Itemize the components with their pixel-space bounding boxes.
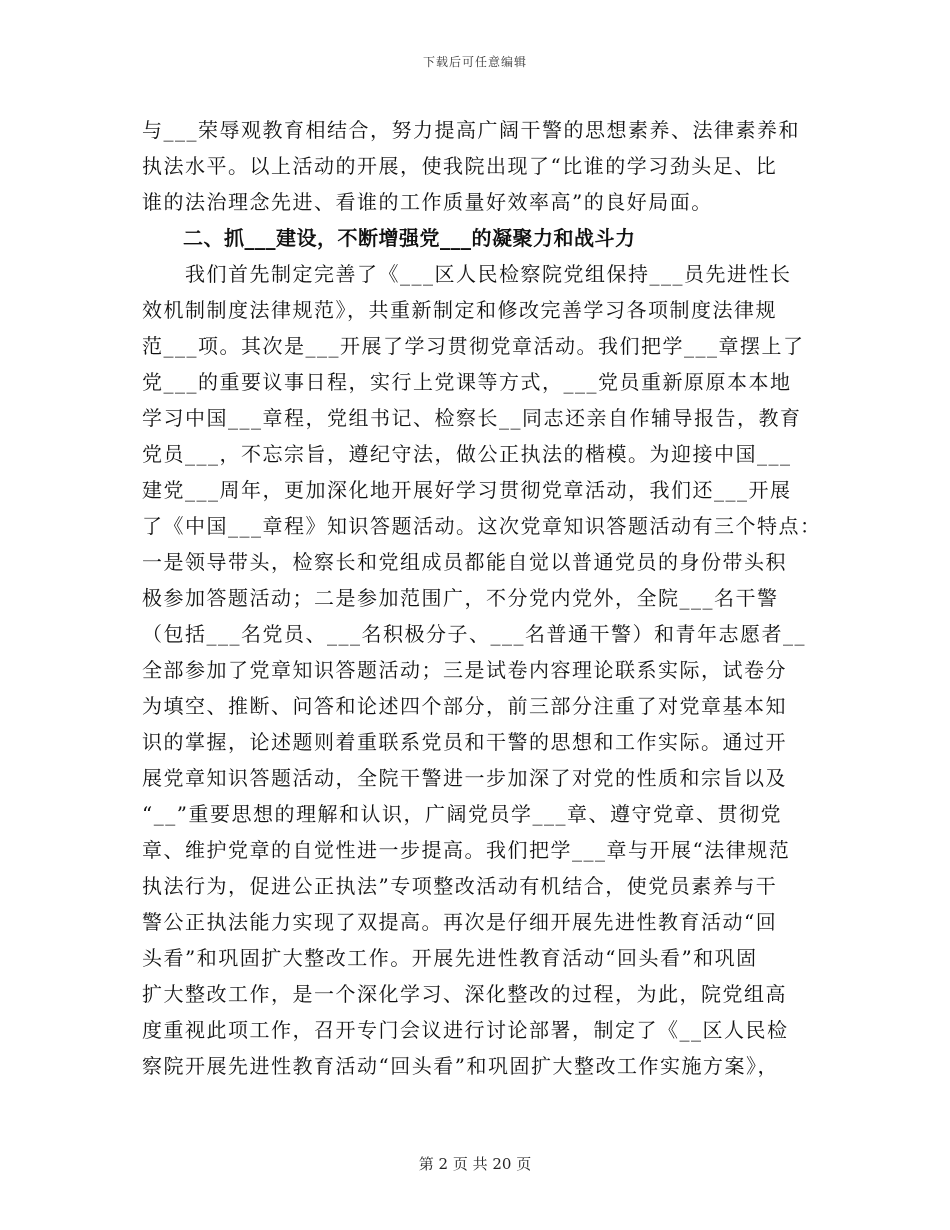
text-line: 执法水平。以上活动的开展，使我院出现了“比谁的学习劲头足、比 — [142, 154, 778, 178]
text-line: 谁的法治理念先进、看谁的工作质量好效率高”的良好局面。 — [142, 190, 713, 214]
text-line: 展党章知识答题活动，全院干警进一步加深了对党的性质和宗旨以及 — [142, 766, 787, 790]
text-line: 党___的重要议事日程，实行上党课等方式，___党员重新原原本本地 — [142, 370, 792, 394]
text-line: 章、维护党章的自觉性进一步提高。我们把学___章与开展“法律规范 — [142, 838, 791, 862]
text-line: 警公正执法能力实现了双提高。再次是仔细开展先进性教育活动“回 — [142, 910, 778, 934]
text-line: 识的掌握，论述题则着重联系党员和干警的思想和工作实际。通过开 — [142, 730, 787, 754]
page-number-footer: 第 2 页 共 20 页 — [418, 1155, 532, 1173]
text-line: 学习中国___章程，党组书记、检察长__同志还亲自作辅导报告，教育 — [142, 406, 802, 430]
text-line: 与___荣辱观教育相结合，努力提高广阔干警的思想素养、法律素养和 — [142, 118, 800, 142]
text-line: 一是领导带头，检察长和党组成员都能自觉以普通党员的身份带头积 — [142, 550, 787, 574]
text-line: 党员___，不忘宗旨，遵纪守法，做公正执法的楷模。为迎接中国___ — [142, 442, 792, 466]
page-header: 下载后可任意编辑 — [422, 55, 527, 69]
document-body — [142, 112, 822, 1084]
text-line: 度重视此项工作，召开专门会议进行讨论部署，制定了《__区人民检 — [142, 1018, 789, 1042]
text-line: 极参加答题活动；二是参加范围广，不分党内党外，全院___名干警 — [142, 586, 779, 610]
text-line: 扩大整改工作，是一个深化学习、深化整改的过程，为此，院党组高 — [142, 982, 787, 1006]
text-line: 全部参加了党章知识答题活动；三是试卷内容理论联系实际，试卷分 — [142, 658, 787, 682]
text-line: 建党___周年，更加深化地开展好学习贯彻党章活动，我们还___开展 — [142, 478, 792, 502]
text-line: （包括___名党员、___名积极分子、___名普通干警）和青年志愿者__ — [142, 622, 806, 646]
text-line: “__”重要思想的理解和认识，广阔党员学___章、遵守党章、贯彻党 — [142, 802, 782, 826]
text-line: 范___项。其次是___开展了学习贯彻党章活动。我们把学___章摆上了 — [142, 334, 805, 358]
text-line: 了《中国___章程》知识答题活动。这次党章知识答题活动有三个特点： — [142, 514, 822, 538]
text-line: 为填空、推断、问答和论述四个部分，前三部分注重了对党章基本知 — [142, 694, 787, 718]
text-line: 执法行为，促进公正执法”专项整改活动有机结合，使党员素养与干 — [142, 874, 778, 898]
section-heading: 二、抓___建设，不断增强党___的凝聚力和战斗力 — [142, 226, 636, 250]
text-line: 效机制制度法律规范》，共重新制定和修改完善学习各项制度法律规 — [142, 298, 777, 322]
text-line: 察院开展先进性教育活动“回头看”和巩固扩大整改工作实施方案》， — [142, 1054, 779, 1078]
text-line: 我们首先制定完善了《___区人民检察院党组保持___员先进性长 — [142, 262, 792, 286]
text-line: 头看”和巩固扩大整改工作。开展先进性教育活动“回头看”和巩固 — [142, 946, 758, 970]
